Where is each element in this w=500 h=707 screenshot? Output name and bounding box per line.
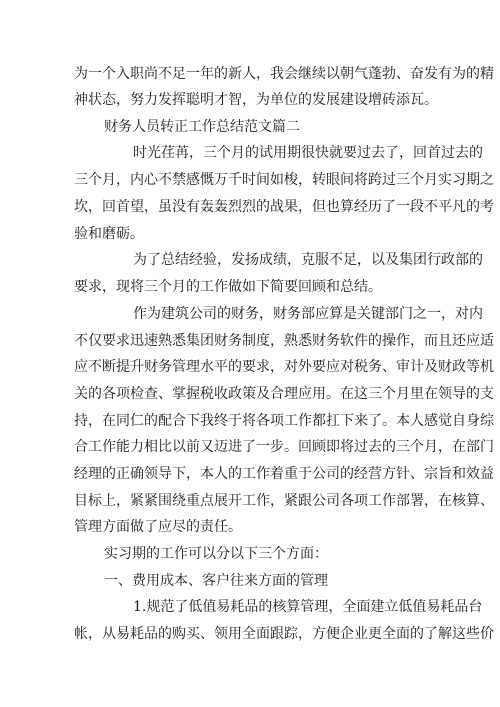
paragraph-4-line-4: 关的各项检查、掌握税收政策及合理应用。在这三个月里在领导的支 bbox=[74, 386, 494, 402]
paragraph-4-line-1: 作为建筑公司的财务，财务部应算是关键部门之一，对内 bbox=[133, 306, 483, 322]
paragraph-3-line-2: 要求，现将三个月的工作做如下简要回顾和总结。 bbox=[74, 279, 382, 295]
paragraph-4-line-3: 应不断提升财务管理水平的要求，对外要应对税务、审计及财政等机 bbox=[74, 359, 494, 375]
paragraph-1-line-2: 神状态，努力发挥聪明才智，为单位的发展建设增砖添瓦。 bbox=[74, 92, 438, 108]
paragraph-2-line-3: 坎，回首望，虽没有轰轰烈烈的战果，但也算经历了一段不平凡的考 bbox=[74, 199, 494, 215]
paragraph-3-line-1: 为了总结经验，发扬成绩，克服不足，以及集团行政部的 bbox=[133, 252, 483, 268]
paragraph-4-line-7: 经理的正确领导下，本人的工作着重于公司的经营方针、宗旨和效益 bbox=[74, 466, 494, 482]
paragraph-5: 实习期的工作可以分以下三个方面： bbox=[104, 546, 328, 562]
paragraph-4-line-6: 合工作能力相比以前又迈进了一步。回顾即将过去的三个月，在部门 bbox=[74, 439, 494, 455]
paragraph-2-line-4: 验和磨砺。 bbox=[74, 226, 144, 242]
section-title: 财务人员转正工作总结范文篇二 bbox=[104, 119, 300, 135]
paragraph-2-line-1: 时光荏苒，三个月的试用期很快就要过去了，回首过去的 bbox=[133, 145, 483, 161]
paragraph-4-line-9: 管理方面做了应尽的责任。 bbox=[74, 519, 242, 535]
paragraph-6-line-2: 帐，从易耗品的购买、领用全面跟踪，方便企业更全面的了解这些价 bbox=[74, 626, 494, 642]
paragraph-4-line-2: 不仅要求迅速熟悉集团财务制度，熟悉财务软件的操作，而且还应适 bbox=[74, 333, 494, 349]
paragraph-1-line-1: 为一个入职尚不足一年的新人，我会继续以朝气蓬勃、奋发有为的精 bbox=[74, 66, 494, 82]
paragraph-4-line-8: 目标上，紧紧围绕重点展开工作，紧跟公司各项工作部署，在核算、 bbox=[74, 493, 494, 509]
paragraph-2-line-2: 三个月，内心不禁感慨万千时间如梭，转眼间将跨过三个月实习期之 bbox=[74, 172, 494, 188]
heading-1: 一、费用成本、客户往来方面的管理 bbox=[104, 573, 328, 589]
paragraph-4-line-5: 持，在同仁的配合下我终于将各项工作都扛下来了。本人感觉自身综 bbox=[74, 413, 494, 429]
paragraph-6-line-1: 1.规范了低值易耗品的核算管理，全面建立低值易耗品台 bbox=[133, 599, 483, 615]
